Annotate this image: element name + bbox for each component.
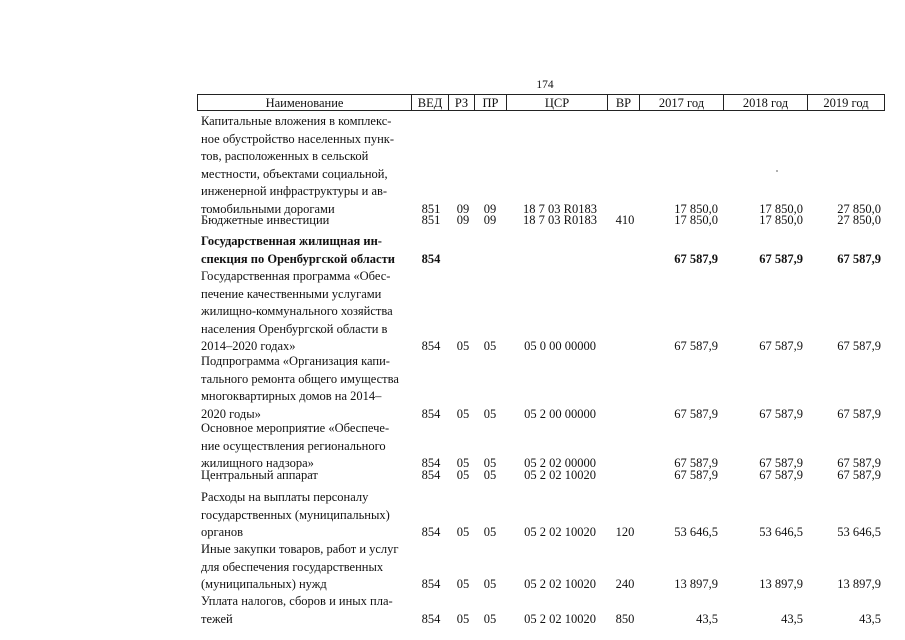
cell-2017: 67 587,9 [674, 251, 718, 266]
row-name [201, 420, 413, 473]
row-name-line: населения Оренбургской области в [201, 321, 388, 336]
cell-ved: 854 [421, 611, 441, 626]
row-name-line: Государственная программа «Обес- [201, 269, 391, 283]
cell-rz: 05 [456, 406, 470, 421]
cell-2019: 67 587,9 [837, 339, 881, 354]
cell-pr: 05 [483, 339, 497, 354]
cell-csr: 05 2 00 00000 [524, 406, 596, 421]
row-name-line: спекция по Оренбургской области [201, 251, 395, 266]
cell-2017: 17 850,0 [674, 213, 718, 227]
cell-rz: 05 [456, 468, 470, 482]
cell-2018: 17 850,0 [759, 202, 803, 216]
cell-2017: 67 587,9 [674, 406, 718, 421]
cell-rz: 05 [456, 611, 470, 626]
cell-pr: 09 [483, 202, 497, 216]
cell-ved: 854 [421, 468, 441, 482]
cell-vr: 120 [615, 525, 635, 540]
cell-2018: 67 587,9 [759, 406, 803, 421]
cell-pr: 09 [483, 213, 497, 227]
row-name-line: инженерной инфраструктуры и ав- [201, 184, 388, 199]
header-pr: ПР [474, 95, 506, 110]
cell-2019: 67 587,9 [837, 468, 881, 482]
cell-2017: 67 587,9 [674, 456, 718, 471]
cell-csr: 18 7 03 R0183 [523, 213, 597, 227]
row-name [201, 113, 413, 219]
row-name-line: тежей [201, 611, 233, 626]
row-name-line: государственных (муниципальных) [201, 507, 390, 522]
page-number: 174 [536, 79, 554, 91]
row-name-line: Бюджетные инвестиции [201, 213, 330, 227]
header-name: Наименование [265, 96, 344, 110]
row-name-line: Уплата налогов, сборов и иных пла- [201, 594, 393, 608]
cell-2017: 67 587,9 [674, 468, 718, 482]
row-name-line: печение качественными услугами [201, 286, 382, 301]
cell-vr: 850 [615, 611, 635, 626]
cell-2017: 17 850,0 [674, 202, 718, 216]
cell-2018: 67 587,9 [759, 339, 803, 354]
row-name [201, 489, 413, 542]
cell-csr: 05 2 02 10020 [524, 525, 596, 540]
cell-2019: 27 850,0 [837, 213, 881, 227]
row-name [201, 353, 413, 423]
header-2017: 2017 год [639, 95, 723, 110]
cell-2019: 27 850,0 [837, 202, 881, 216]
table-header [197, 94, 885, 111]
cell-pr: 05 [483, 456, 497, 471]
header-2019: 2019 год [807, 95, 884, 110]
row-name-line: тов, расположенных в сельской [201, 149, 369, 164]
cell-ved: 851 [421, 202, 441, 216]
cell-ved: 854 [421, 339, 441, 354]
row-name-line: Государственная жилищная ин- [201, 234, 382, 248]
cell-pr: 05 [483, 468, 497, 482]
header-rz: РЗ [448, 95, 474, 110]
row-name [201, 212, 413, 230]
cell-2018: 17 850,0 [759, 213, 803, 227]
row-name-line: жилищно-коммунального хозяйства [201, 304, 393, 319]
row-name-line: Расходы на выплаты персоналу [201, 490, 369, 504]
cell-2018: 67 587,9 [759, 468, 803, 482]
cell-csr: 05 2 02 10020 [524, 468, 596, 482]
cell-csr: 05 2 02 10020 [524, 611, 596, 626]
row-name-line: (муниципальных) нужд [201, 577, 327, 592]
header-csr: ЦСР [506, 95, 607, 110]
row-name-line: органов [201, 525, 244, 540]
cell-csr: 05 2 02 10020 [524, 577, 596, 592]
cell-2018: 67 587,9 [759, 456, 803, 471]
row-name-line: ние осуществления регионального [201, 438, 386, 453]
cell-csr: 05 0 00 00000 [524, 339, 596, 354]
cell-2018: 43,5 [781, 611, 803, 626]
cell-2017: 67 587,9 [674, 339, 718, 354]
cell-2019: 13 897,9 [837, 577, 881, 592]
header-ved: ВЕД [411, 95, 448, 110]
scan-speck [776, 170, 778, 172]
cell-ved: 854 [421, 577, 441, 592]
cell-2018: 67 587,9 [759, 251, 803, 266]
cell-rz: 05 [456, 525, 470, 540]
row-name-line: Иные закупки товаров, работ и услуг [201, 542, 399, 556]
header-vr: ВР [607, 95, 639, 110]
cell-ved: 854 [421, 406, 441, 421]
cell-vr: 410 [615, 213, 635, 227]
cell-2017: 53 646,5 [674, 525, 718, 540]
row-name [201, 268, 413, 356]
cell-pr: 05 [483, 577, 497, 592]
cell-2018: 13 897,9 [759, 577, 803, 592]
cell-pr: 05 [483, 406, 497, 421]
row-name-line: многоквартирных домов на 2014– [201, 389, 382, 404]
row-name-line: местности, объектами социальной, [201, 166, 388, 181]
row-name-line: Подпрограмма «Организация капи- [201, 354, 390, 368]
cell-pr: 05 [483, 611, 497, 626]
cell-rz: 05 [456, 339, 470, 354]
cell-2019: 67 587,9 [837, 251, 881, 266]
cell-rz: 05 [456, 577, 470, 592]
row-name [201, 593, 413, 628]
cell-2018: 53 646,5 [759, 525, 803, 540]
cell-rz: 05 [456, 456, 470, 471]
row-name-line: жилищного надзора» [201, 456, 314, 471]
row-name-line: 2014–2020 годах» [201, 339, 296, 354]
cell-csr: 05 2 02 00000 [524, 456, 596, 471]
cell-2017: 13 897,9 [674, 577, 718, 592]
row-name [201, 467, 413, 485]
cell-rz: 09 [456, 213, 470, 227]
cell-2019: 43,5 [859, 611, 881, 626]
cell-csr: 18 7 03 R0183 [523, 202, 597, 216]
row-name-line: тального ремонта общего имущества [201, 371, 399, 386]
row-name [201, 233, 413, 268]
row-name [201, 541, 413, 594]
cell-ved: 854 [421, 525, 441, 540]
row-name-line: ное обустройство населенных пунк- [201, 131, 394, 146]
cell-ved: 851 [421, 213, 441, 227]
cell-ved: 854 [421, 456, 441, 471]
cell-2019: 53 646,5 [837, 525, 881, 540]
row-name-line: Капитальные вложения в комплекс- [201, 114, 392, 128]
row-name-line: Основное мероприятие «Обеспече- [201, 421, 390, 435]
row-name-line: 2020 годы» [201, 406, 261, 421]
cell-2019: 67 587,9 [837, 456, 881, 471]
cell-rz: 09 [456, 202, 470, 216]
cell-pr: 05 [483, 525, 497, 540]
row-name-line: для обеспечения государственных [201, 559, 384, 574]
row-name-line: томобильными дорогами [201, 201, 335, 216]
cell-2017: 43,5 [696, 611, 718, 626]
cell-vr: 240 [615, 577, 635, 592]
row-name-line: Центральный аппарат [201, 468, 318, 482]
cell-2019: 67 587,9 [837, 406, 881, 421]
header-2018: 2018 год [723, 95, 807, 110]
cell-ved: 854 [421, 251, 441, 266]
